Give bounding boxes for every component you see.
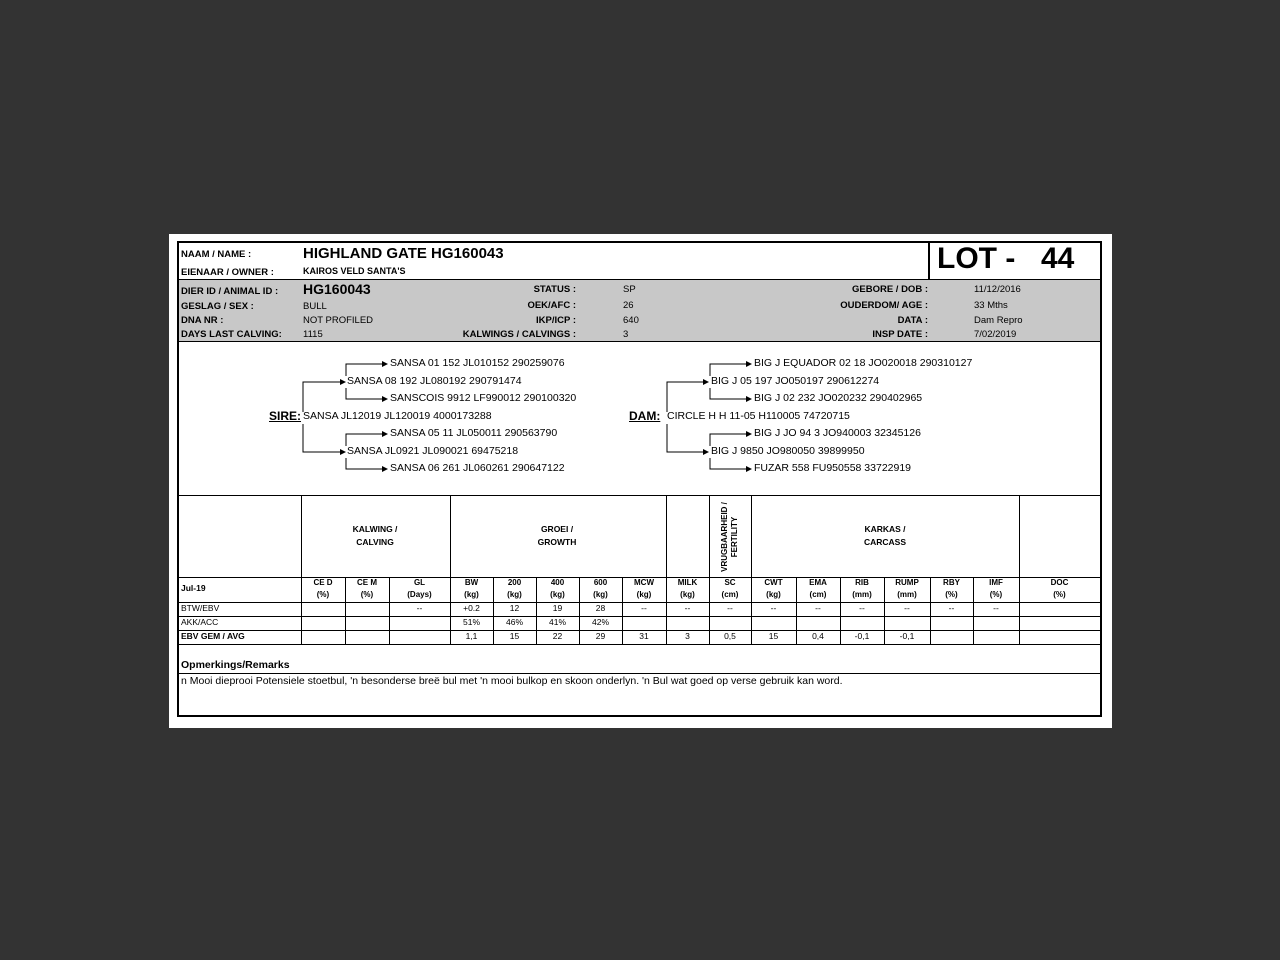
column-header: 600 (kg): [593, 578, 608, 599]
dam: CIRCLE H H 11-05 H110005 74720715: [667, 410, 850, 422]
status-label: STATUS :: [533, 284, 576, 295]
remarks-title: Opmerkings/Remarks: [181, 659, 290, 671]
dam-sire-dam: BIG J 02 232 JO020232 290402965: [754, 392, 923, 404]
dob-label: GEBORE / DOB :: [851, 284, 928, 295]
table-cell: 46%: [505, 617, 523, 627]
column-header: CE M (%): [357, 578, 377, 599]
table-cell: --: [815, 603, 821, 613]
table-cell: 51%: [462, 617, 480, 627]
column-header: BW (kg): [464, 578, 479, 599]
table-cell: -0,1: [899, 631, 915, 641]
connector-sire-sire-dam: [346, 388, 387, 399]
column-line: [1019, 495, 1020, 644]
table-cell: --: [416, 603, 423, 613]
group-growth: GROEI / GROWTH: [537, 524, 577, 547]
table-cell: 3: [685, 631, 690, 641]
column-line: [709, 495, 710, 644]
connector-dam-sire-dam: [710, 388, 751, 399]
column-header: CWT (kg): [764, 578, 783, 599]
calvings-value: 3: [623, 329, 629, 340]
owner-value: KAIROS VELD SANTA'S: [303, 266, 406, 276]
dam-dam-sire: BIG J JO 94 3 JO940003 32345126: [754, 427, 921, 439]
column-header: 400 (kg): [550, 578, 565, 599]
ikp-label: IKP/ICP :: [536, 315, 576, 326]
column-header: 200 (kg): [507, 578, 522, 599]
connector-dam-dam: [667, 424, 708, 452]
lot-label: LOT -: [937, 242, 1016, 275]
sire-dam: SANSA JL0921 JL090021 69475218: [347, 445, 519, 457]
table-cell: 29: [595, 631, 606, 641]
dam-sire-sire: BIG J EQUADOR 02 18 JO020018 290310127: [754, 357, 973, 369]
column-header: IMF (%): [989, 578, 1003, 599]
owner-label: EIENAAR / OWNER :: [181, 267, 274, 278]
group-carcass: KARKAS / CARCASS: [863, 524, 907, 547]
column-line: [345, 577, 346, 644]
table-cell: 41%: [548, 617, 566, 627]
column-header: EMA (cm): [809, 578, 827, 599]
table-cell: --: [770, 603, 777, 613]
table-cell: --: [641, 603, 647, 613]
oek-label: OEK/AFC :: [527, 300, 576, 311]
table-cell: --: [904, 603, 910, 613]
sire-dam-dam: SANSA 06 261 JL060261 290647122: [390, 462, 565, 474]
dob-value: 11/12/2016: [974, 284, 1021, 295]
group-calving: KALWING / CALVING: [352, 524, 398, 547]
sire-sire: SANSA 08 192 JL080192 290791474: [347, 375, 522, 387]
divider: [179, 673, 1100, 674]
table-cell: 28: [595, 603, 606, 613]
remarks-text: n Mooi dieprooi Potensiele stoetbul, 'n besonderse breë bul met 'n mooi bulkop en skoon onderlyn. 'n Bul wat goed op verse gebruik kan word.: [181, 675, 843, 687]
data-label: DATA :: [897, 315, 928, 326]
group-fertility: VRUGBAARHEID / FERTILITY: [720, 502, 739, 572]
sex-value: BULL: [303, 301, 327, 312]
days-value: 1115: [303, 329, 323, 340]
age-label: OUDERDOM/ AGE :: [840, 300, 928, 311]
oek-value: 26: [623, 300, 634, 311]
column-header: MCW (kg): [634, 578, 654, 599]
table-cell: 1,1: [465, 631, 478, 641]
lot-card: [169, 234, 1112, 728]
data-value: Dam Repro: [974, 315, 1023, 326]
table-cell: 19: [552, 603, 563, 613]
table-cell: 15: [768, 631, 779, 641]
row-line: [179, 616, 1100, 617]
sex-label: GESLAG / SEX :: [181, 301, 254, 312]
divider: [179, 495, 1100, 496]
dam-dam: BIG J 9850 JO980050 39899950: [711, 445, 865, 457]
column-header: MILK (kg): [677, 578, 698, 599]
date-label: Jul-19: [181, 583, 206, 593]
table-cell: --: [948, 603, 955, 613]
table-cell: -0,1: [854, 631, 870, 641]
insp-value: 7/02/2019: [974, 329, 1017, 340]
lot-sheet: [177, 241, 1102, 717]
column-header: SC (cm): [721, 578, 739, 599]
dam-dam-dam: FUZAR 558 FU950558 33722919: [754, 462, 912, 474]
divider: [179, 644, 1100, 645]
dam-sire: BIG J 05 197 JO050197 290612274: [711, 375, 880, 387]
age-value: 33 Mths: [974, 300, 1008, 311]
table-cell: 22: [552, 631, 563, 641]
sire: SANSA JL12019 JL120019 4000173288: [303, 410, 492, 422]
table-cell: 15: [509, 631, 520, 641]
insp-label: INSP DATE :: [872, 329, 928, 340]
column-header: RBY (%): [943, 578, 960, 599]
connector-sire-dam: [303, 424, 345, 452]
table-cell: 42%: [591, 617, 609, 627]
animal-id-label: DIER ID / ANIMAL ID :: [181, 286, 279, 297]
column-line: [751, 495, 752, 644]
dna-label: DNA NR :: [181, 315, 224, 326]
pedigree-connectors: [179, 243, 1100, 503]
column-header: GL (Days): [407, 578, 432, 599]
connector-sire-dam-dam: [346, 458, 387, 469]
connector-dam-dam-dam: [710, 458, 751, 469]
table-cell: 31: [639, 631, 649, 641]
dam-label: DAM:: [629, 409, 661, 423]
table-cell: --: [859, 603, 865, 613]
row-label: BTW/EBV: [181, 603, 220, 613]
sire-label: SIRE:: [269, 409, 302, 423]
table-cell: --: [684, 603, 691, 613]
ebv-table: [179, 495, 1100, 644]
sire-sire-dam: SANSCOIS 9912 LF990012 290100320: [390, 392, 577, 404]
row-label: AKK/ACC: [181, 617, 219, 627]
days-label: DAYS LAST CALVING:: [181, 329, 282, 340]
column-line: [301, 495, 302, 644]
column-header: RUMP (mm): [895, 578, 919, 599]
column-header: DOC (%): [1050, 578, 1069, 599]
sire-sire-sire: SANSA 01 152 JL010152 290259076: [390, 357, 565, 369]
table-cell: +0.2: [463, 603, 480, 613]
table-cell: 0,4: [812, 631, 824, 641]
table-cell: 0,5: [724, 631, 736, 641]
column-line: [666, 495, 667, 644]
animal-name: HIGHLAND GATE HG160043: [303, 245, 504, 262]
dna-value: NOT PROFILED: [303, 315, 374, 326]
connector-sire-sire: [303, 382, 345, 412]
row-label: EBV GEM / AVG: [181, 631, 245, 641]
calvings-label: KALWINGS / CALVINGS :: [462, 329, 576, 340]
name-label: NAAM / NAME :: [181, 249, 252, 260]
connector-dam-sire: [667, 382, 708, 412]
column-header: CE D (%): [313, 578, 333, 599]
column-header: RIB (mm): [852, 578, 872, 599]
status-value: SP: [623, 284, 636, 295]
table-cell: --: [993, 603, 999, 613]
ikp-value: 640: [623, 315, 639, 326]
lot-number: 44: [1041, 242, 1075, 275]
table-cell: --: [727, 603, 733, 613]
animal-id-value: HG160043: [303, 281, 371, 297]
sire-dam-sire: SANSA 05 11 JL050011 290563790: [390, 427, 558, 439]
table-cell: 12: [509, 603, 520, 613]
